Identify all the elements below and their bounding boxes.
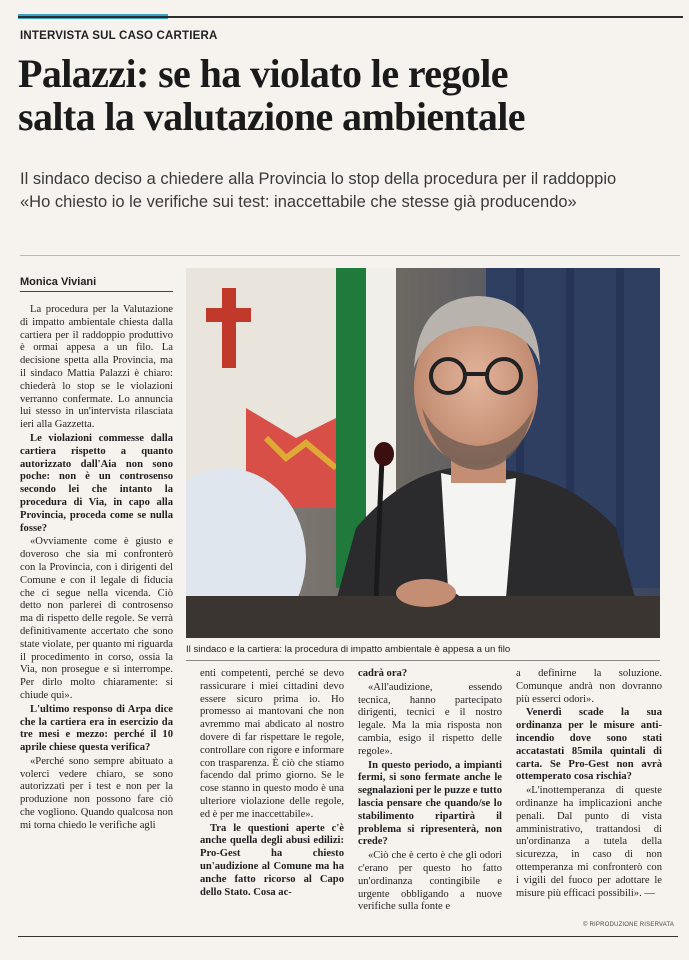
paragraph: La procedura per la Valutazione di impatto ambientale chiesta dalla cartiera per il raddoppio produttivo è ormai appesa a un filo. La decisione spetta alla Provincia, ma il sindaco Mattia Palazzi è chiaro: chiederà lo stop se le violazioni verranno confermate. Lo annuncia lui stesso in un'intervista rilasciata ieri alla Gazzetta. <box>20 304 173 431</box>
top-rule <box>18 16 683 18</box>
subhead-line-2: «Ho chiesto io le verifiche sui test: inaccettabile che stesse già producendo» <box>20 193 577 211</box>
question: cadrà ora? <box>358 668 408 679</box>
question: In questo periodo, a impianti fermi, si sono fermate anche le segnalazioni per le puzze e tutto lascia pensare che quando/se lo stabilimento ripartirà il problema si ripresenterà, non crede? <box>358 759 502 848</box>
article-column-3 <box>358 668 502 915</box>
answer: «Ovviamente come è giusto e doveroso che sia mi confronterò con la Provincia, con i dirigenti del Comune e con il legale di fiducia che ci segue nella vicenda. Ciò detto non parlerei di controsenso ma di rispetto delle regole. Se verrà definitivamente accertato che sono state violate, per quanto mi riguarda il procedimento in corso, ossia la Via, non prosegue e si interrompe. Per dirlo molto chiaramente: si chiude qui». <box>20 536 173 701</box>
portrait-photo <box>186 268 660 638</box>
headline <box>18 52 688 138</box>
question: Venerdì scade la sua ordinanza per le misure anti-incendio dove sono stati accatastati 85mila quintali di carta. Se Pro-Gest non avrà ottemperato cosa rischia? <box>516 707 662 783</box>
answer: «Perché sono sempre abituato a volerci vedere chiaro, se sono autorizzati per i test e non per la produzione non possono fare ciò che vogliono. Quando qualcosa non mi torna chiedo le verifiche agli <box>20 755 173 831</box>
article-column-4 <box>516 668 662 901</box>
copyright-notice <box>583 922 674 928</box>
answer: «L'inottemperanza di queste ordinanze ha implicazioni anche penali. Dal punto di vista amministrativo, trattandosi di un'ordinanza a tutela della sicurezza, in caso di non ottemperanza mi confronterò con i vigili del fuoco per adottare le misure più efficaci possibili». — <box>516 785 662 899</box>
subhead-line-1: Il sindaco deciso a chiedere alla Provincia lo stop della procedura per il raddoppio <box>20 170 617 188</box>
caption-rule <box>186 660 660 661</box>
answer: «Ciò che è certo è che gli odori c'erano per questo ho fatto un'ordinanza contingibile e urgente obbligando a nuove verifiche sulla fonte e <box>358 850 502 913</box>
answer: «All'audizione, essendo tecnica, hanno partecipato dirigenti, tecnici e il nostro legale. Ma la mia risposta non cambia, esigo il rispetto delle regole». <box>358 681 502 757</box>
question: L'ultimo responso di Arpa dice che la cartiera era in esercizio da tre mesi e mezzo: perché il 10 aprile chiese questa verifica? <box>20 703 173 754</box>
bottom-rule <box>18 936 678 937</box>
answer: enti competenti, perché se devo rassicurare i miei cittadini devo essere sicuro prima io. Ho promesso ai mantovani che non avremmo mai abdicato al nostro dovere di far rispettare le regole, controllare con rigore e informare con trasparenza. È ciò che stiamo facendo dal primo giorno. Se le cose stanno in questo modo è una ulteriore violazione delle regole, ed è per me inaccettabile». <box>200 668 344 820</box>
article-column-2 <box>200 668 344 900</box>
portrait-photo-illustration <box>186 268 660 638</box>
kicker: INTERVISTA SUL CASO CARTIERA <box>20 30 218 42</box>
photo-caption: Il sindaco e la cartiera: la procedura di impatto ambientale è appesa a un filo <box>186 644 511 655</box>
question: Le violazioni commesse dalla cartiera rispetto a quanto autorizzato dall'Aia non sono poche: non è un controsenso secondo lei che intanto la procedura di Via, in capo alla Provincia, proceda come se nulla fosse? <box>20 432 173 534</box>
article-column-1 <box>20 304 173 834</box>
section-divider <box>20 255 680 256</box>
author-underline <box>20 291 173 292</box>
headline-line-1: Palazzi: se ha violato le regole <box>18 51 508 96</box>
answer: a definirne la soluzione. Comunque andrà non dovranno più esserci odori». <box>516 668 662 705</box>
question: Tra le questioni aperte c'è anche quella degli abusi edilizi: Pro-Gest ha chiesto un'audizione al Comune ma ha anche fatto ricorso al Capo dello Stato. Cosa ac- <box>200 822 344 898</box>
copyright-icon: © <box>583 922 588 928</box>
subheadline <box>20 168 685 214</box>
author-byline: Monica Viviani <box>20 276 97 288</box>
copyright-text: RIPRODUZIONE RISERVATA <box>589 922 675 928</box>
headline-line-2: salta la valutazione ambientale <box>18 94 525 139</box>
